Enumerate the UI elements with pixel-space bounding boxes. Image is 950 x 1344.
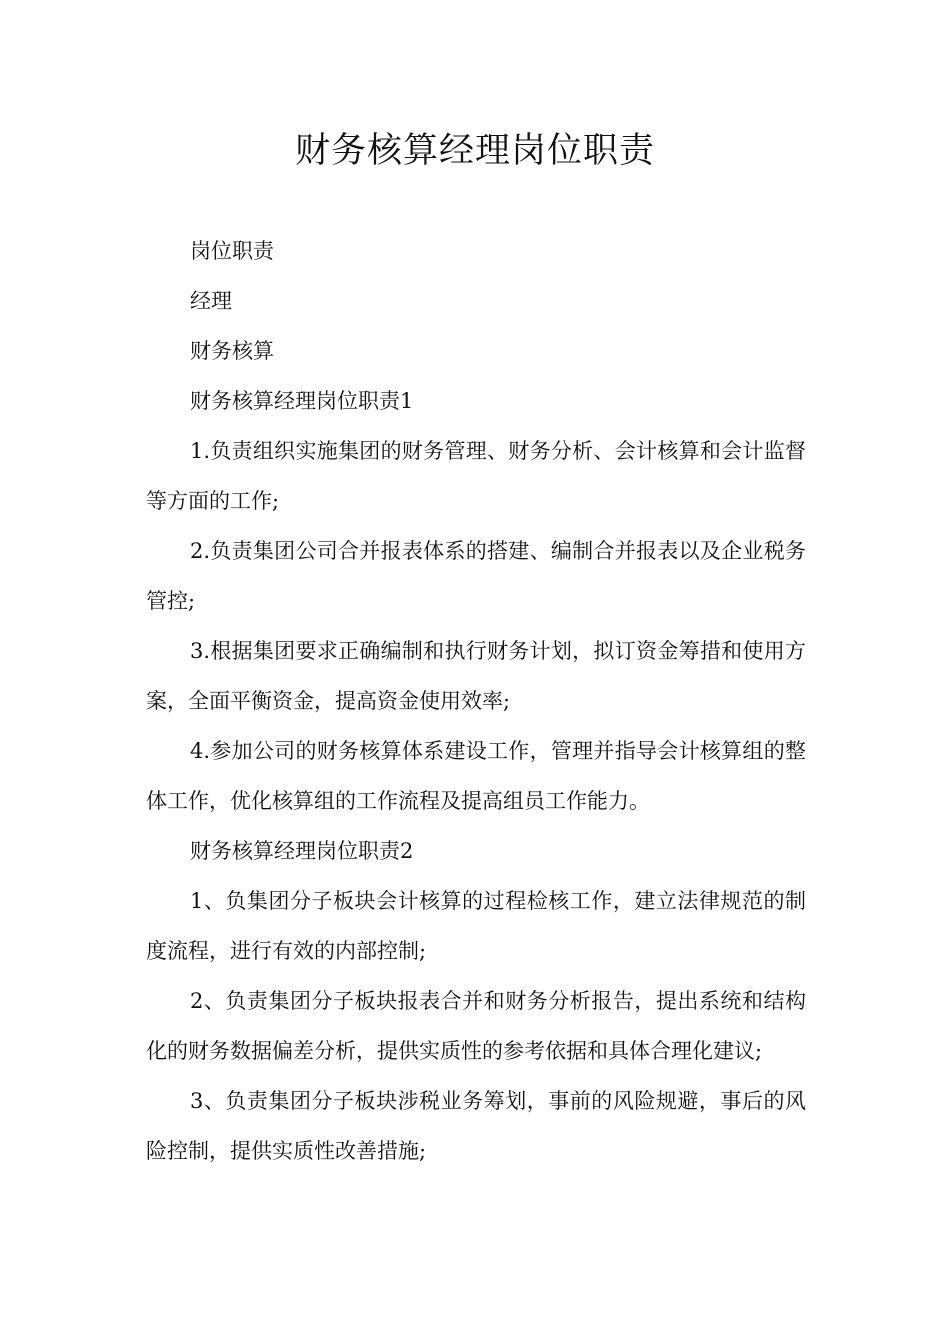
document-body: [146, 226, 806, 1176]
paragraph-duty-item: 3、负责集团分子板块涉税业务筹划，事前的风险规避，事后的风险控制，提供实质性改善措施;: [146, 1089, 806, 1163]
paragraph-duty-item: 1、负集团分子板块会计核算的过程检核工作，建立法律规范的制度流程，进行有效的内部控制;: [146, 889, 806, 963]
paragraph-duty-item: 2、负责集团分子板块报表合并和财务分析报告，提出系统和结构化的财务数据偏差分析，提供实质性的参考依据和具体合理化建议;: [146, 989, 806, 1063]
paragraph-duty-item: 1.负责组织实施集团的财务管理、财务分析、会计核算和会计监督等方面的工作;: [146, 439, 806, 513]
paragraph-duty-item: 4.参加公司的财务核算体系建设工作，管理并指导会计核算组的整体工作，优化核算组的工作流程及提高组员工作能力。: [146, 739, 806, 813]
paragraph-section-heading: 岗位职责: [190, 239, 274, 263]
document-title: 财务核算经理岗位职责: [294, 131, 655, 171]
paragraph-subheading: 财务核算经理岗位职责1: [190, 389, 414, 413]
paragraph-keyword: 经理: [190, 289, 232, 313]
paragraph-subheading: 财务核算经理岗位职责2: [190, 839, 414, 863]
paragraph-duty-item: 2.负责集团公司合并报表体系的搭建、编制合并报表以及企业税务管控;: [146, 539, 806, 613]
paragraph-keyword: 财务核算: [190, 339, 274, 363]
paragraph-duty-item: 3.根据集团要求正确编制和执行财务计划，拟订资金筹措和使用方案，全面平衡资金，提高资金使用效率;: [146, 639, 806, 713]
